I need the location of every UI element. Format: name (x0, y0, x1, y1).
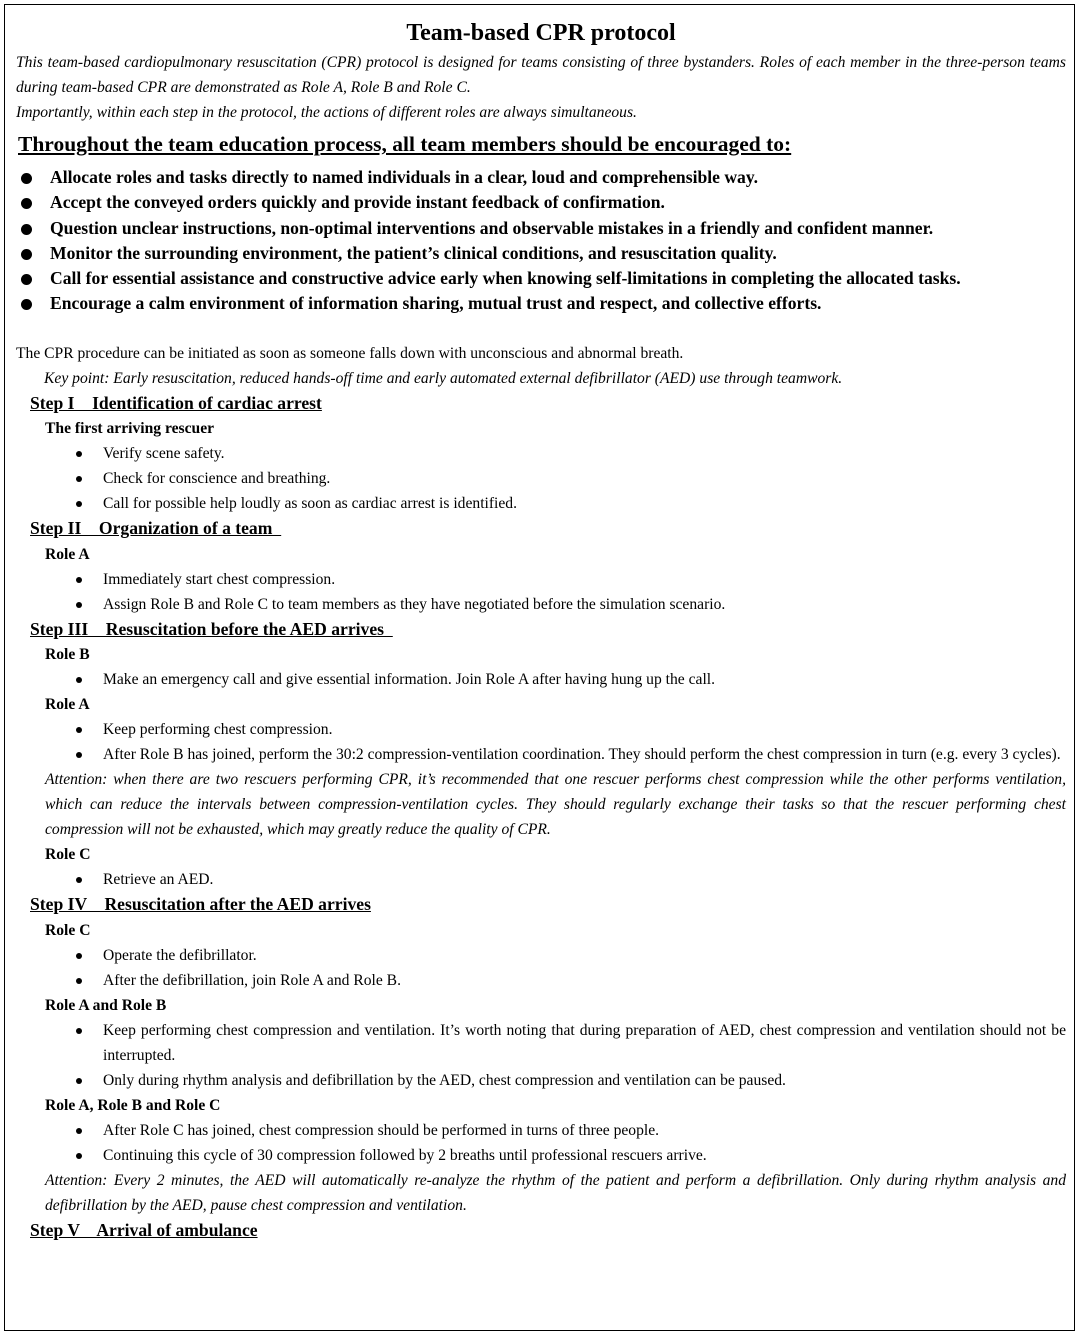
step-1-heading: Step I Identification of cardiac arrest (30, 392, 322, 413)
encourage-list (16, 165, 1066, 317)
list-item: Keep performing chest compression and ventilation. It’s worth noting that during preparation of AED, chest compression and ventilation should not be interrupted. (16, 1018, 1066, 1068)
list-item: Verify scene safety. (16, 441, 1066, 466)
key-point: Key point: Early resuscitation, reduced hands-off time and early automated external defibrillator (AED) use through teamwork. (44, 369, 843, 387)
document-content (16, 18, 1066, 1243)
step-4-role-c-list (16, 943, 1066, 993)
bullet-icon (76, 451, 82, 457)
step-3-role-a-list (16, 717, 1066, 767)
bullet-icon (21, 299, 32, 310)
bullet-icon (76, 978, 82, 984)
list-item: Check for conscience and breathing. (16, 466, 1066, 491)
intro-note: Importantly, within each step in the protocol, the actions of different roles are always simultaneous. (16, 104, 637, 121)
list-item: After Role C has joined, chest compression should be performed in turns of three people. (16, 1118, 1066, 1143)
list-item: Retrieve an AED. (16, 867, 1066, 892)
encourage-heading: Throughout the team education process, all team members should be encouraged to: (18, 132, 792, 156)
bullet-icon (21, 173, 32, 184)
encourage-item: Call for essential assistance and constructive advice early when knowing self-limitations in completing the allocated tasks. (16, 266, 1066, 291)
bullet-icon (76, 1153, 82, 1159)
bullet-icon (76, 1078, 82, 1084)
step-3-role-c-list (16, 867, 1066, 892)
step-1-role: The first arriving rescuer (45, 420, 215, 438)
document-title: Team-based CPR protocol (406, 20, 676, 46)
bullet-icon (21, 249, 32, 260)
list-item: Call for possible help loudly as soon as cardiac arrest is identified. (16, 491, 1066, 516)
encourage-item: Accept the conveyed orders quickly and provide instant feedback of confirmation. (16, 190, 1066, 215)
step-3-role-a: Role A (45, 696, 90, 714)
bullet-icon (76, 877, 82, 883)
step-4-role-ab: Role A and Role B (45, 996, 167, 1014)
encourage-item: Question unclear instructions, non-optimal interventions and observable mistakes in a friendly and confident manner. (16, 216, 1066, 241)
step-3-role-b-list (16, 667, 1066, 692)
bullet-icon (21, 224, 32, 235)
intro-text: This team-based cardiopulmonary resuscitation (CPR) protocol is designed for teams consisting of three bystanders. Roles of each member in the three-person teams during team-based CPR are demonstrated as Role A, Role B and Role C. (16, 54, 1066, 96)
list-item: Operate the defibrillator. (16, 943, 1066, 968)
step-4-role-abc-list (16, 1118, 1066, 1168)
step-3-role-b: Role B (45, 646, 90, 664)
bullet-icon (76, 1028, 82, 1034)
bullet-icon (76, 752, 82, 758)
bullet-icon (21, 274, 32, 285)
step-4-role-ab-list (16, 1018, 1066, 1093)
list-item: Continuing this cycle of 30 compression followed by 2 breaths until professional rescuers arrive. (16, 1143, 1066, 1168)
bullet-icon (76, 727, 82, 733)
step-2-heading: Step II Organization of a team (30, 518, 282, 539)
step-1-list (16, 441, 1066, 516)
bullet-icon (76, 501, 82, 507)
list-item: Only during rhythm analysis and defibrillation by the AED, chest compression and ventilation can be paused. (16, 1068, 1066, 1093)
bullet-icon (21, 198, 32, 209)
encourage-item: Encourage a calm environment of information sharing, mutual trust and respect, and collective efforts. (16, 291, 1066, 316)
procedure-start: The CPR procedure can be initiated as soon as someone falls down with unconscious and abnormal breath. (16, 344, 684, 362)
encourage-item: Allocate roles and tasks directly to named individuals in a clear, loud and comprehensible way. (16, 165, 1066, 190)
bullet-icon (76, 476, 82, 482)
step-2-list (16, 567, 1066, 617)
bullet-icon (76, 953, 82, 959)
bullet-icon (76, 577, 82, 583)
step-2-role: Role A (45, 545, 90, 563)
step-4-heading: Step IV Resuscitation after the AED arrives (30, 894, 371, 915)
list-item: Keep performing chest compression. (16, 717, 1066, 742)
bullet-icon (76, 677, 82, 683)
step-4-attention: Attention: Every 2 minutes, the AED will automatically re-analyze the rhythm of the patient and perform a defibrillation. Only during rhythm analysis and defibrillation by the AED, pause chest compression and ventilation. (45, 1171, 1066, 1214)
step-3-heading: Step III Resuscitation before the AED arrives (30, 618, 393, 639)
list-item: After the defibrillation, join Role A and Role B. (16, 968, 1066, 993)
bullet-icon (76, 602, 82, 608)
list-item: Assign Role B and Role C to team members as they have negotiated before the simulation scenario. (16, 592, 1066, 617)
step-3-attention: Attention: when there are two rescuers performing CPR, it’s recommended that one rescuer performs chest compression while the other performs ventilation, which can reduce the intervals between compression-ventilation cycles. They should regularly exchange their tasks so that the rescuer performing chest compression will not be exhausted, which may greatly reduce the quality of CPR. (45, 771, 1066, 839)
step-5-heading: Step V Arrival of ambulance (30, 1219, 258, 1240)
list-item: Make an emergency call and give essential information. Join Role A after having hung up the call. (16, 667, 1066, 692)
step-3-role-c: Role C (45, 846, 91, 864)
list-item: After Role B has joined, perform the 30:2 compression-ventilation coordination. They should perform the chest compression in turn (e.g. every 3 cycles). (16, 742, 1066, 767)
list-item: Immediately start chest compression. (16, 567, 1066, 592)
step-4-role-abc: Role A, Role B and Role C (45, 1096, 221, 1114)
step-4-role-c: Role C (45, 921, 91, 939)
bullet-icon (76, 1128, 82, 1134)
encourage-item: Monitor the surrounding environment, the patient’s clinical conditions, and resuscitation quality. (16, 241, 1066, 266)
